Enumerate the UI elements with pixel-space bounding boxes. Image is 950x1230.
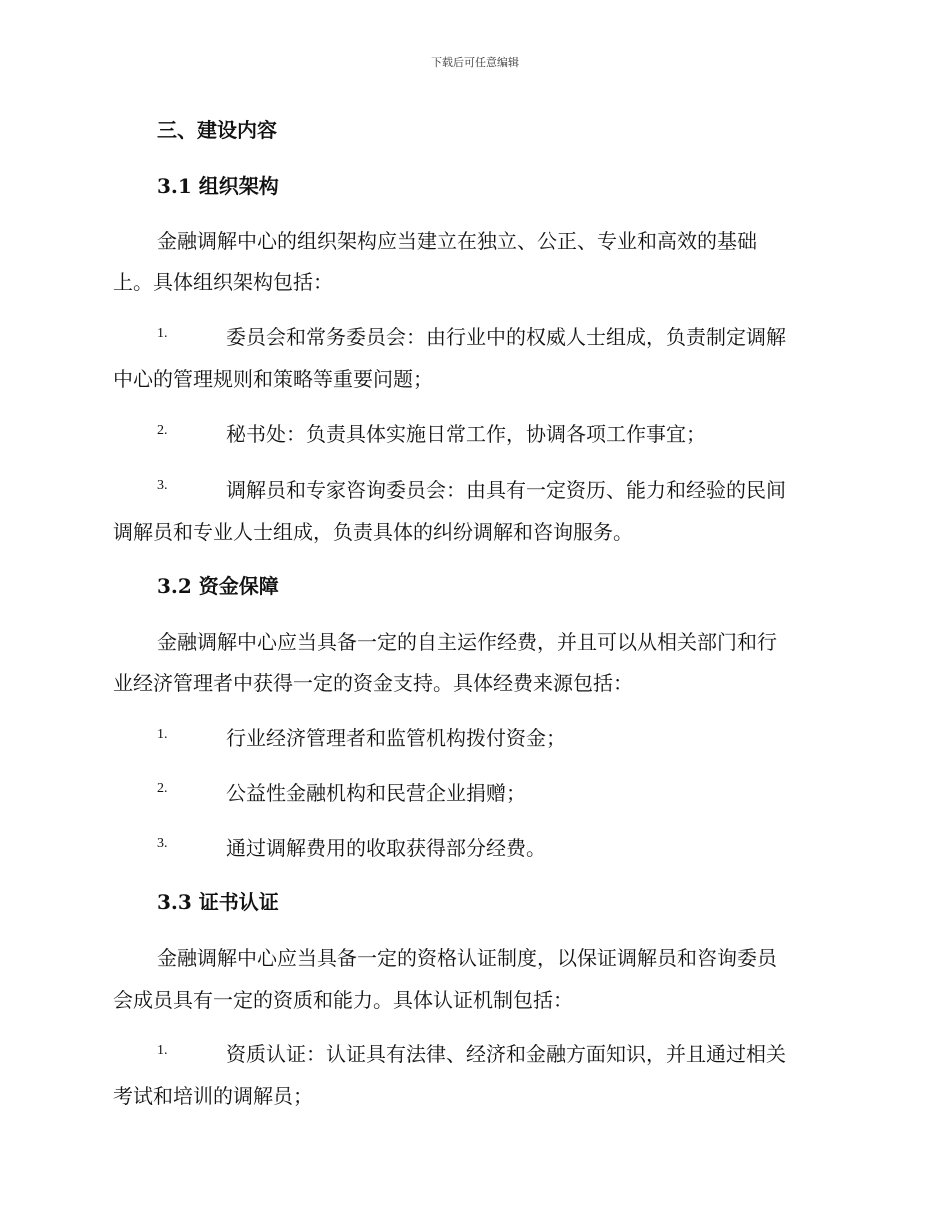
list-item-text: 公益性金融机构和民营企业捐赠； bbox=[226, 781, 526, 805]
list-item-text-continued: 考试和培训的调解员； bbox=[113, 1084, 313, 1108]
list-number: 2. bbox=[157, 423, 168, 438]
list-number: 1. bbox=[157, 727, 168, 742]
list-number: 1. bbox=[157, 1043, 168, 1058]
section-title: 三、建设内容 bbox=[157, 118, 277, 142]
list-item-text-continued: 调解员和专业人士组成，负责具体的纠纷调解和咨询服务。 bbox=[113, 520, 633, 544]
subsection-title-3-1: 3.1 组织架构 bbox=[157, 174, 279, 198]
paragraph-line: 上。具体组织架构包括： bbox=[113, 270, 333, 294]
paragraph-line: 金融调解中心的组织架构应当建立在独立、公正、专业和高效的基础 bbox=[157, 229, 757, 253]
paragraph-line: 金融调解中心应当具备一定的资格认证制度，以保证调解员和咨询委员 bbox=[157, 946, 777, 970]
paragraph-line: 业经济管理者中获得一定的资金支持。具体经费来源包括： bbox=[113, 671, 633, 695]
list-item-text: 资质认证：认证具有法律、经济和金融方面知识，并且通过相关 bbox=[226, 1042, 786, 1066]
paragraph-line: 会成员具有一定的资质和能力。具体认证机制包括： bbox=[113, 988, 573, 1012]
list-item-text-continued: 中心的管理规则和策略等重要问题； bbox=[113, 367, 433, 391]
list-item-text: 秘书处：负责具体实施日常工作，协调各项工作事宜； bbox=[226, 422, 706, 446]
subsection-title-3-2: 3.2 资金保障 bbox=[157, 574, 279, 598]
list-number: 3. bbox=[157, 478, 168, 493]
list-item-text: 行业经济管理者和监管机构拨付资金； bbox=[226, 726, 566, 750]
list-item-text: 调解员和专家咨询委员会：由具有一定资历、能力和经验的民间 bbox=[226, 478, 786, 502]
page-header-watermark: 下载后可任意编辑 bbox=[431, 56, 519, 69]
paragraph-line: 金融调解中心应当具备一定的自主运作经费，并且可以从相关部门和行 bbox=[157, 630, 777, 654]
list-item-text: 通过调解费用的收取获得部分经费。 bbox=[226, 836, 546, 860]
subsection-title-3-3: 3.3 证书认证 bbox=[157, 890, 279, 914]
list-number: 2. bbox=[157, 781, 168, 796]
list-item-text: 委员会和常务委员会：由行业中的权威人士组成，负责制定调解 bbox=[226, 325, 786, 349]
list-number: 3. bbox=[157, 836, 168, 851]
list-number: 1. bbox=[157, 326, 168, 341]
